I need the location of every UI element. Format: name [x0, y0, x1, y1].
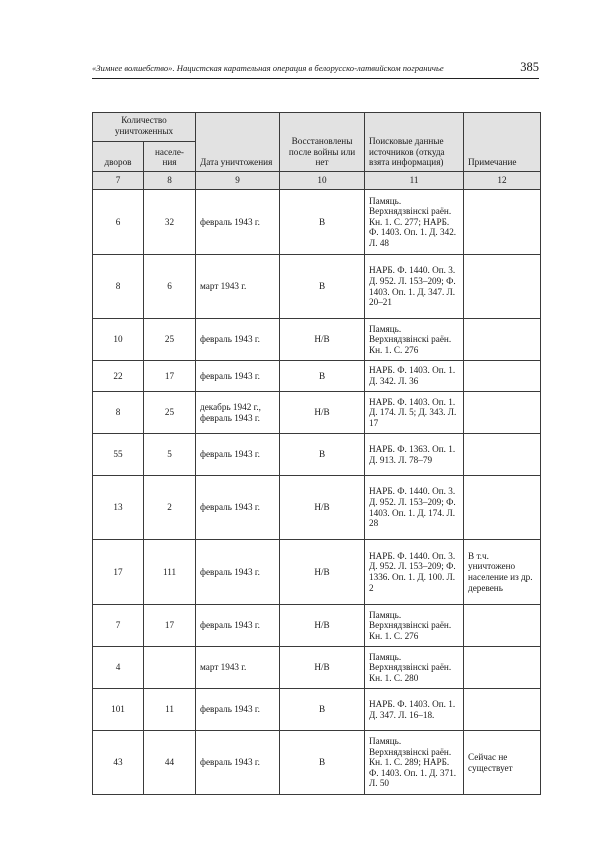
restored-cell: Н/В — [280, 319, 365, 361]
households-cell: 13 — [93, 476, 144, 540]
population-cell — [144, 647, 196, 689]
column-number: 10 — [280, 172, 365, 190]
population-cell: 2 — [144, 476, 196, 540]
population-cell: 6 — [144, 255, 196, 319]
restored-cell: Н/В — [280, 392, 365, 434]
restored-cell: Н/В — [280, 605, 365, 647]
sources-cell: Памяць. Верхнядзвінскі раён. Кн. 1. С. 276 — [365, 605, 464, 647]
households-cell: 7 — [93, 605, 144, 647]
column-number: 12 — [464, 172, 541, 190]
note-cell — [464, 190, 541, 255]
note-cell — [464, 605, 541, 647]
restored-cell: В — [280, 255, 365, 319]
sources-cell: НАРБ. Ф. 1403. Оп. 1. Д. 342. Л. 36 — [365, 361, 464, 392]
date-cell: февраль 1943 г. — [196, 540, 280, 605]
population-cell: 44 — [144, 731, 196, 795]
page-number: 385 — [520, 60, 539, 74]
table-row — [93, 540, 541, 605]
restored-cell: В — [280, 689, 365, 731]
restored-cell: В — [280, 190, 365, 255]
date-cell: декабрь 1942 г., февраль 1943 г. — [196, 392, 280, 434]
date-cell: февраль 1943 г. — [196, 434, 280, 476]
sources-cell: НАРБ. Ф. 1440. Оп. 3. Д. 952. Л. 153–209; Ф. 1336. Оп. 1. Д. 100. Л. 2 — [365, 540, 464, 605]
population-cell: 25 — [144, 319, 196, 361]
sources-cell: Памяць. Верхнядзвінскі раён. Кн. 1. С. 276 — [365, 319, 464, 361]
population-cell: 32 — [144, 190, 196, 255]
table-row — [93, 361, 541, 392]
sources-cell: Памяць. Верхнядзвінскі раён. Кн. 1. С. 280 — [365, 647, 464, 689]
households-cell: 43 — [93, 731, 144, 795]
restored-cell: Н/В — [280, 540, 365, 605]
note-cell — [464, 647, 541, 689]
destroyed-villages-table — [92, 112, 541, 795]
header-households: дворов — [93, 142, 144, 172]
population-cell: 17 — [144, 605, 196, 647]
running-title: «Зимнее волшебство». Нацистская карательная операция в белорусско-латвийском пограничье — [92, 63, 444, 73]
column-number: 11 — [365, 172, 464, 190]
date-cell: февраль 1943 г. — [196, 605, 280, 647]
note-cell — [464, 689, 541, 731]
sources-cell: НАРБ. Ф. 1440. Оп. 3. Д. 952. Л. 153–209; Ф. 1403. Оп. 1. Д. 347. Л. 20–21 — [365, 255, 464, 319]
population-cell: 17 — [144, 361, 196, 392]
header-date: Дата уничтожения — [196, 113, 280, 172]
households-cell: 8 — [93, 392, 144, 434]
column-number: 7 — [93, 172, 144, 190]
note-cell — [464, 255, 541, 319]
date-cell: март 1943 г. — [196, 255, 280, 319]
population-cell: 5 — [144, 434, 196, 476]
sources-cell: Памяць. Верхнядзвінскі раён. Кн. 1. С. 277; НАРБ. Ф. 1403. Оп. 1. Д. 342. Л. 48 — [365, 190, 464, 255]
restored-cell: Н/В — [280, 647, 365, 689]
households-cell: 55 — [93, 434, 144, 476]
date-cell: февраль 1943 г. — [196, 689, 280, 731]
population-cell: 111 — [144, 540, 196, 605]
sources-cell: НАРБ. Ф. 1403. Оп. 1. Д. 174. Л. 5; Д. 343. Л. 17 — [365, 392, 464, 434]
note-cell: В т.ч. уничтожено население из др. деревень — [464, 540, 541, 605]
restored-cell: В — [280, 434, 365, 476]
date-cell: февраль 1943 г. — [196, 476, 280, 540]
households-cell: 8 — [93, 255, 144, 319]
households-cell: 4 — [93, 647, 144, 689]
header-sources: Поисковые данные источников (откуда взята информация) — [365, 113, 464, 172]
table-row — [93, 392, 541, 434]
table-row — [93, 190, 541, 255]
header-note: Примечание — [464, 113, 541, 172]
date-cell: февраль 1943 г. — [196, 190, 280, 255]
note-cell — [464, 319, 541, 361]
date-cell: февраль 1943 г. — [196, 731, 280, 795]
sources-cell: НАРБ. Ф. 1403. Оп. 1. Д. 347. Л. 16–18. — [365, 689, 464, 731]
restored-cell: Н/В — [280, 476, 365, 540]
note-cell — [464, 476, 541, 540]
table-row — [93, 476, 541, 540]
households-cell: 101 — [93, 689, 144, 731]
table-row — [93, 319, 541, 361]
table-row — [93, 647, 541, 689]
households-cell: 17 — [93, 540, 144, 605]
header-restored: Восстановлены после войны или нет — [280, 113, 365, 172]
date-cell: февраль 1943 г. — [196, 361, 280, 392]
page-header — [92, 60, 539, 79]
note-cell — [464, 392, 541, 434]
sources-cell: НАРБ. Ф. 1363. Оп. 1. Д. 913. Л. 78–79 — [365, 434, 464, 476]
header-population: населе- ния — [144, 142, 196, 172]
restored-cell: В — [280, 731, 365, 795]
population-cell: 11 — [144, 689, 196, 731]
sources-cell: Памяць. Верхнядзвінскі раён. Кн. 1. С. 289; НАРБ. Ф. 1403. Оп. 1. Д. 371. Л. 50 — [365, 731, 464, 795]
households-cell: 22 — [93, 361, 144, 392]
column-number-row — [93, 172, 541, 190]
table-row — [93, 255, 541, 319]
table-row — [93, 689, 541, 731]
date-cell: февраль 1943 г. — [196, 319, 280, 361]
restored-cell: В — [280, 361, 365, 392]
households-cell: 6 — [93, 190, 144, 255]
population-cell: 25 — [144, 392, 196, 434]
column-number: 9 — [196, 172, 280, 190]
header-destroyed-count: Количество уничтоженных — [93, 113, 196, 142]
note-cell — [464, 434, 541, 476]
column-number: 8 — [144, 172, 196, 190]
households-cell: 10 — [93, 319, 144, 361]
table-row — [93, 731, 541, 795]
note-cell: Сейчас не существует — [464, 731, 541, 795]
note-cell — [464, 361, 541, 392]
date-cell: март 1943 г. — [196, 647, 280, 689]
table-row — [93, 605, 541, 647]
sources-cell: НАРБ. Ф. 1440. Оп. 3. Д. 952. Л. 153–209; Ф. 1403. Оп. 1. Д. 174. Л. 28 — [365, 476, 464, 540]
table-row — [93, 434, 541, 476]
